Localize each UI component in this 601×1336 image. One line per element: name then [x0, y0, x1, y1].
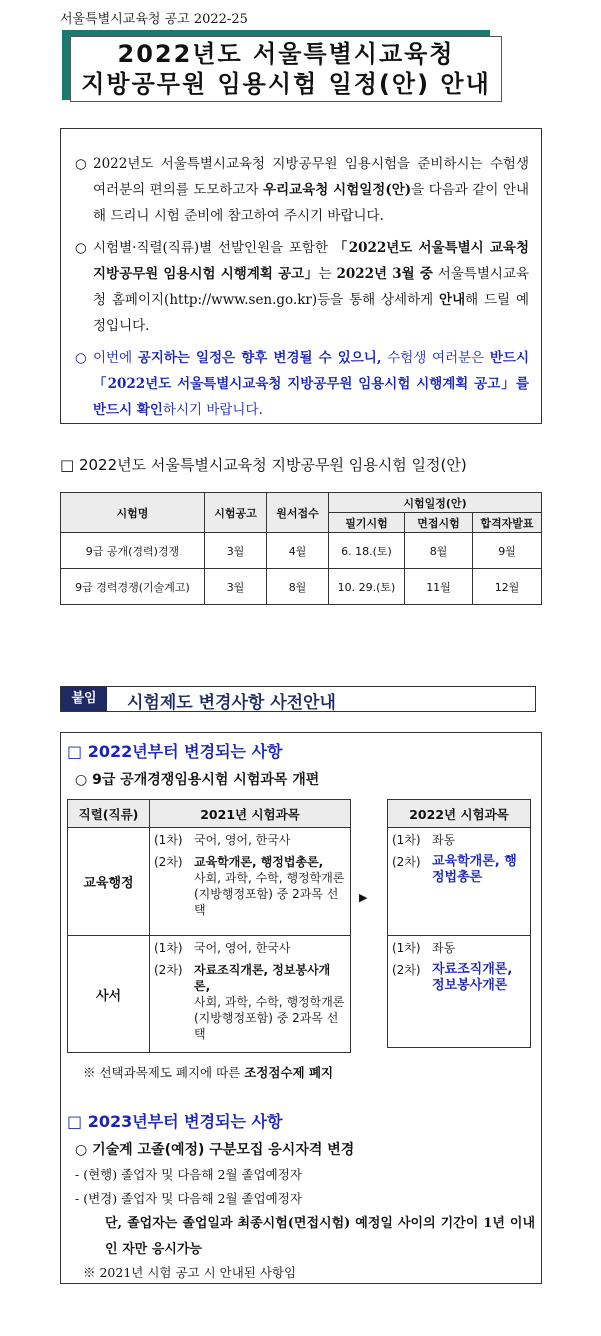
section-2023-heading: □ 2023년부터 변경되는 사항 [67, 1112, 283, 1131]
round-label: (1차) [392, 833, 421, 847]
p2-text: 시험별·직렬(직류)별 선발인원을 포함한 [93, 240, 334, 256]
title-frame [70, 36, 502, 102]
header-exam-name: 시험명 [61, 493, 205, 533]
table-row [61, 569, 542, 605]
info-paragraph-2 [75, 235, 529, 339]
row-label-edu-admin: 교육행정 [68, 828, 150, 936]
attachment-header [60, 686, 536, 712]
header-notice: 시험공고 [205, 493, 267, 533]
row-label-librarian: 사서 [68, 936, 150, 1053]
round-label: (2차) [154, 855, 183, 869]
round-label: (2차) [392, 855, 421, 869]
section-2022-subheading: ○ 9급 공개경쟁임용시험 시험과목 개편 [75, 772, 320, 788]
note-text: ※ 선택과목제도 폐지에 따른 [83, 1065, 245, 1080]
circle-bullet: ○ [75, 240, 87, 256]
round-label: (2차) [392, 963, 421, 977]
round-label: (1차) [392, 941, 421, 955]
cell-notice: 3월 [205, 533, 267, 569]
circle-bullet: ○ [75, 350, 87, 366]
cell-written: 6. 18.(토) [329, 533, 405, 569]
circle-bullet: ○ [75, 156, 87, 172]
subject-list: 국어, 영어, 한국사 [194, 833, 291, 847]
p3-emph-2: 반드시 「2022년도 서울특별시교육청 지방공무원 임용시험 시행계획 공고」를 반드시 확인 [93, 350, 529, 418]
arrow-right-icon: ▶ [359, 891, 368, 904]
cell-result: 12월 [473, 569, 542, 605]
cell-written: 10. 29.(토) [329, 569, 405, 605]
p2-text-3: 서울특별시교육청 홈페이지(http://www.sen.go.kr)등을 통해 상세하게 [93, 266, 529, 308]
note-score-adjustment [83, 1063, 333, 1081]
changes-box [60, 732, 542, 1284]
p3-text-2: 수험생 여러분은 [381, 350, 490, 366]
cell-notice: 3월 [205, 569, 267, 605]
round-label: (2차) [154, 963, 183, 977]
info-paragraph-3 [75, 345, 529, 423]
note-2021-notice: ※ 2021년 시험 공고 시 안내된 사항임 [83, 1265, 297, 1280]
subjects-cell [150, 828, 351, 936]
schedule-table [60, 492, 542, 605]
header-written: 필기시험 [329, 513, 405, 533]
subject-list: 좌동 [432, 833, 456, 847]
header-exam-schedule: 시험일정(안) [329, 493, 542, 513]
header-2022-subjects: 2022년 시험과목 [388, 800, 531, 828]
p2-emph-date: 2022년 3월 중 [336, 266, 433, 282]
round-label: (1차) [154, 833, 183, 847]
table-row [68, 936, 351, 1053]
p2-emph-guide: 안내 [439, 292, 466, 308]
cell-apply: 4월 [267, 533, 329, 569]
p3-emph: 공지하는 일정은 향후 변경될 수 있으니, [137, 350, 382, 366]
header-apply: 원서접수 [267, 493, 329, 533]
schedule-heading: □ 2022년도 서울특별시교육청 지방공무원 임용시험 일정(안) [60, 456, 467, 474]
cell-result: 9월 [473, 533, 542, 569]
note-emph: 조정점수제 폐지 [244, 1065, 334, 1080]
header-result: 합격자발표 [473, 513, 542, 533]
p3-text-end: 하시기 바랍니다. [162, 402, 263, 418]
subject-emph: 자료조직개론, 정보봉사개론 [432, 962, 513, 993]
subject-emph: 자료조직개론, 정보봉사개론, [194, 963, 331, 993]
subject-list: 좌동 [432, 941, 456, 955]
subject-list: 국어, 영어, 한국사 [194, 941, 291, 955]
current-rule: - (현행) 졸업자 및 다음해 2월 졸업예정자 [75, 1167, 302, 1182]
subjects-2022-table [387, 799, 531, 1048]
subject-emph: 교육학개론, 행정법총론 [432, 854, 517, 885]
subject-list: 사회, 과학, 수학, 행정학개론(지방행정포함) 중 2과목 선택 [194, 995, 345, 1041]
table-row [388, 936, 531, 1048]
cell-apply: 8월 [267, 569, 329, 605]
header-2021-subjects: 2021년 시험과목 [150, 800, 351, 828]
round-label: (1차) [154, 941, 183, 955]
cell-exam-name: 9급 경력경쟁(기술계고) [61, 569, 205, 605]
subjects-2021-table [67, 799, 351, 1053]
table-row [61, 533, 542, 569]
p1-text-end: 을 다음과 같이 안내해 드리니 시험 준비에 참고하여 주시기 바랍니다. [93, 182, 529, 224]
p2-text-end: 해 드릴 예정입니다. [93, 292, 529, 334]
changed-rule: - (변경) 졸업자 및 다음해 2월 졸업예정자 [75, 1191, 302, 1206]
notice-number: 서울특별시교육청 공고 2022-25 [60, 12, 248, 27]
subjects-cell [150, 936, 351, 1053]
page-title-line-2: 지방공무원 임용시험 일정(안) 안내 [81, 70, 491, 98]
changed-rule-detail: 단, 졸업자는 졸업일과 최종시험(면접시험) 예정일 사이의 기간이 1년 이내인 자만 응시가능 [105, 1216, 535, 1257]
info-paragraph-1 [75, 151, 529, 229]
subject-emph: 교육학개론, 행정법총론, [194, 855, 324, 869]
attachment-tag: 붙임 [61, 687, 107, 711]
table-row [388, 828, 531, 936]
cell-exam-name: 9급 공개(경력)경쟁 [61, 533, 205, 569]
section-2022-heading: □ 2022년부터 변경되는 사항 [67, 742, 283, 761]
page-title-line-1: 2022년도 서울특별시교육청 [117, 40, 455, 68]
subjects-cell [388, 936, 531, 1048]
section-2023-subheading: ○ 기술계 고졸(예정) 구분모집 응시자격 변경 [75, 1142, 355, 1158]
header-interview: 면접시험 [405, 513, 473, 533]
subjects-cell [388, 828, 531, 936]
info-box [60, 128, 542, 424]
table-row [68, 828, 351, 936]
p2-text-2: 는 [318, 266, 337, 282]
cell-interview: 11월 [405, 569, 473, 605]
title-banner [62, 30, 502, 102]
attachment-title: 시험제도 변경사항 사전안내 [127, 693, 336, 713]
p1-emph: 우리교육청 시험일정(안) [263, 182, 412, 198]
cell-interview: 8월 [405, 533, 473, 569]
p3-text: 이번에 [93, 350, 138, 366]
header-series: 직렬(직류) [68, 800, 150, 828]
p1-text: 2022년도 서울특별시교육청 지방공무원 임용시험을 준비하시는 수험생 여러분의 편의를 도모하고자 [93, 156, 529, 198]
p2-emph-title: 「2022년도 서울특별시 교육청 지방공무원 임용시험 시행계획 공고」 [93, 240, 529, 282]
subject-list: 사회, 과학, 수학, 행정학개론(지방행정포함) 중 2과목 선택 [194, 871, 345, 917]
